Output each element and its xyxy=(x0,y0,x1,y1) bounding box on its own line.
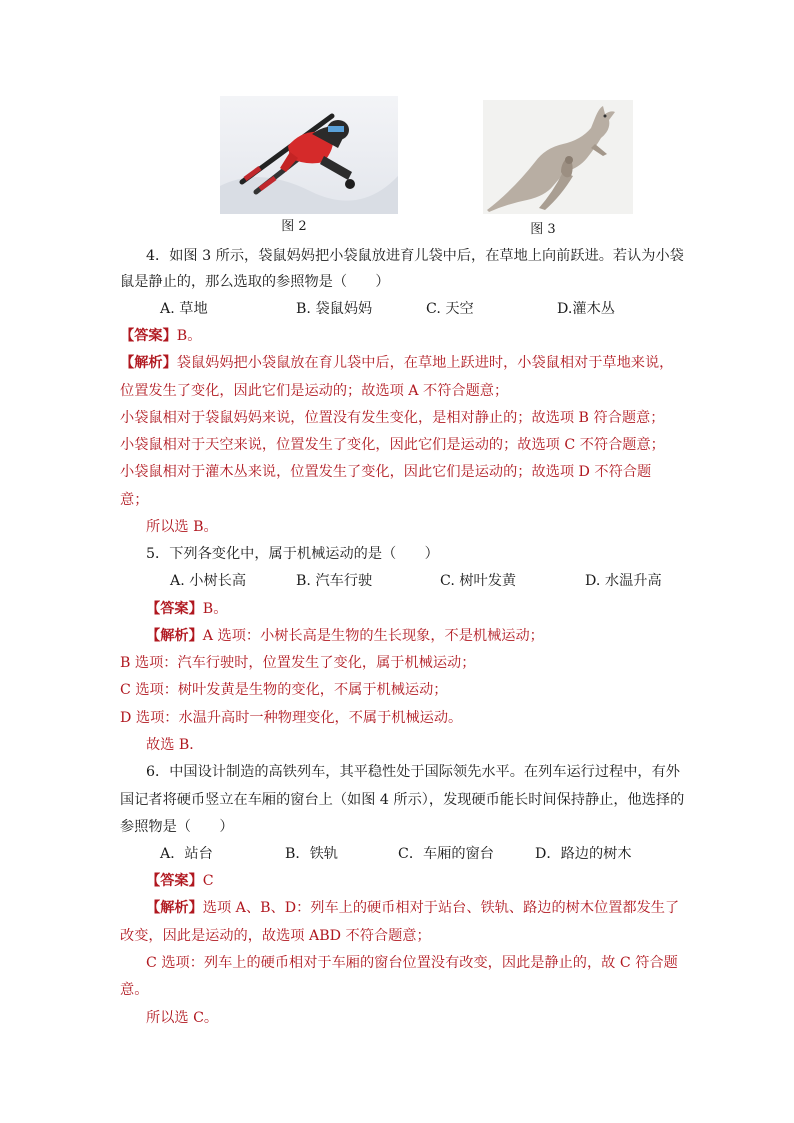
q5-analysis-line-2: B 选项：汽车行驶时，位置发生了变化，属于机械运动； xyxy=(120,655,476,671)
q6-analysis-line-1 xyxy=(146,897,679,919)
q5-analysis-line-4: D 选项：水温升高时一种物理变化，不属于机械运动。 xyxy=(120,710,463,726)
analysis-text: 选项 A、B、D：列车上的硬币相对于站台、铁轨、路边的树木位置都发生了 xyxy=(202,900,680,916)
q6-option-d: D．路边的树木 xyxy=(535,846,632,862)
q6-analysis-line-3: C 选项：列车上的硬币相对于车厢的窗台位置没有改变，因此是静止的，故 C 符合题 xyxy=(146,955,678,971)
q6-conclusion: 所以选 C。 xyxy=(146,1010,219,1026)
figure-2-caption: 图 2 xyxy=(281,219,307,234)
answer-tag: 【答案】 xyxy=(146,873,203,889)
q4-analysis-line-1 xyxy=(120,352,673,374)
analysis-text: 袋鼠妈妈把小袋鼠放在育儿袋中后，在草地上跃进时，小袋鼠相对于草地来说， xyxy=(176,355,674,371)
q4-analysis-line-5: 小袋鼠相对于灌木丛来说，位置发生了变化，因此它们是运动的；故选项 D 不符合题 xyxy=(120,464,652,480)
analysis-tag: 【解析】 xyxy=(120,355,177,371)
q6-option-a: A．站台 xyxy=(160,846,213,862)
q5-analysis-line-3: C 选项：树叶发黄是生物的变化，不属于机械运动； xyxy=(120,682,448,698)
q6-answer xyxy=(146,870,214,892)
q5-analysis-line-1 xyxy=(146,625,544,647)
answer-tag: 【答案】 xyxy=(146,601,203,617)
q6-option-c: C．车厢的窗台 xyxy=(398,846,494,862)
answer-value: B。 xyxy=(176,328,202,344)
q5-option-c: C. 树叶发黄 xyxy=(440,573,517,589)
q6-analysis-line-4: 意。 xyxy=(120,982,149,998)
q5-option-d: D. 水温升高 xyxy=(585,573,662,589)
q5-stem: 5．下列各变化中，属于机械运动的是（ ） xyxy=(146,546,439,562)
q6-option-b: B．铁轨 xyxy=(285,846,338,862)
q5-answer xyxy=(146,598,227,620)
q4-option-c: C. 天空 xyxy=(426,301,474,317)
q4-option-a: A. 草地 xyxy=(160,301,208,317)
analysis-tag: 【解析】 xyxy=(146,628,203,644)
answer-tag: 【答案】 xyxy=(120,328,177,344)
q5-option-b: B. 汽车行驶 xyxy=(296,573,373,589)
q4-answer xyxy=(120,325,201,347)
q4-analysis-line-4: 小袋鼠相对于天空来说，位置发生了变化，因此它们是运动的；故选项 C 不符合题意； xyxy=(120,437,665,453)
answer-value: B。 xyxy=(202,601,228,617)
q6-stem-line-1: 6．中国设计制造的高铁列车，其平稳性处于国际领先水平。在列车运行过程中，有外 xyxy=(146,764,680,780)
q4-stem-line-2: 鼠是静止的，那么选取的参照物是（ ） xyxy=(120,274,390,290)
q4-analysis-line-2: 位置发生了变化，因此它们是运动的；故选项 A 不符合题意； xyxy=(120,383,509,399)
q5-option-a: A. 小树长高 xyxy=(170,573,247,589)
q6-analysis-line-2: 改变，因此是运动的，故选项 ABD 不符合题意； xyxy=(120,928,431,944)
q5-conclusion: 故选 B． xyxy=(146,737,204,753)
kangaroo-photo xyxy=(483,100,633,214)
analysis-tag: 【解析】 xyxy=(146,900,203,916)
answer-value: C xyxy=(202,873,214,889)
q4-option-d: D.灌木丛 xyxy=(557,301,615,317)
q4-analysis-line-3: 小袋鼠相对于袋鼠妈妈来说，位置没有发生变化，是相对静止的；故选项 B 符合题意； xyxy=(120,410,665,426)
q4-option-b: B. 袋鼠妈妈 xyxy=(296,301,373,317)
skier-photo xyxy=(220,96,398,214)
q6-stem-line-2: 国记者将硬币竖立在车厢的窗台上（如图 4 所示），发现硬币能长时间保持静止，他选择的 xyxy=(120,792,685,808)
analysis-text: A 选项：小树长高是生物的生长现象，不是机械运动； xyxy=(202,628,544,644)
q4-stem-line-1: 4．如图 3 所示，袋鼠妈妈把小袋鼠放进育儿袋中后，在草地上向前跃进。若认为小袋 xyxy=(146,248,684,264)
q4-conclusion: 所以选 B。 xyxy=(146,519,218,535)
q4-analysis-line-6: 意； xyxy=(120,492,149,508)
q6-stem-line-3: 参照物是（ ） xyxy=(120,819,234,835)
figure-3-caption: 图 3 xyxy=(530,222,556,237)
